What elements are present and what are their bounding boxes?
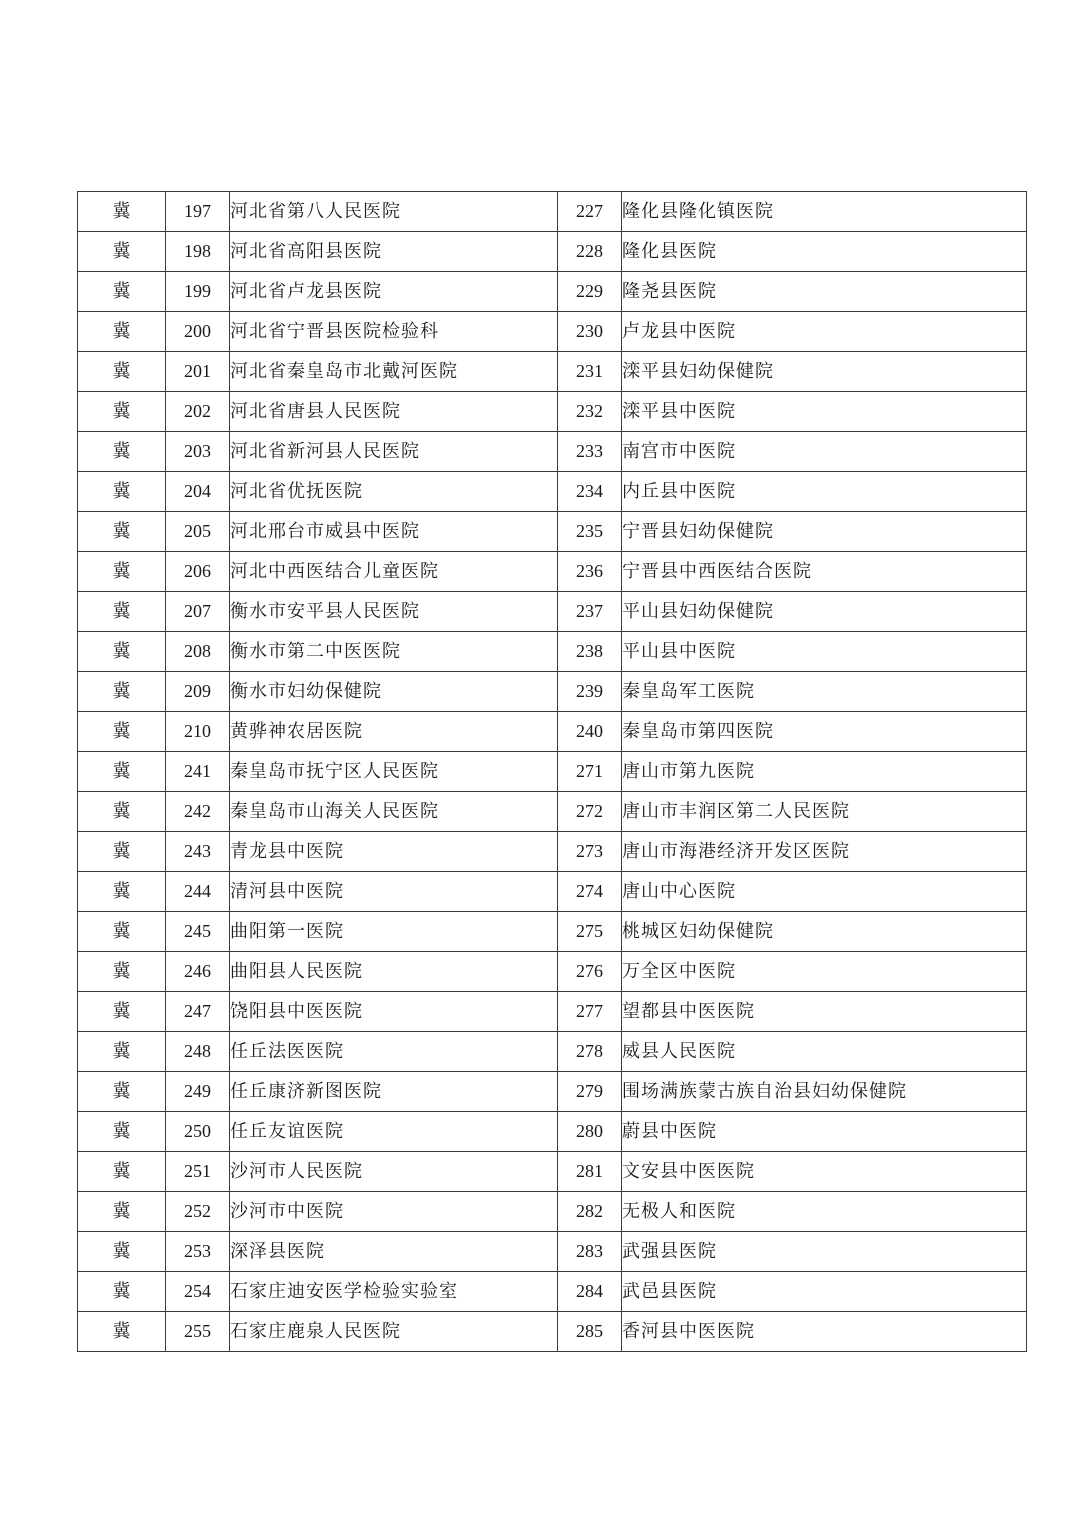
- right-number-cell: 277: [558, 992, 622, 1032]
- left-number-cell: 246: [166, 952, 230, 992]
- left-number-cell: 254: [166, 1272, 230, 1312]
- right-hospital-name-cell: 卢龙县中医院: [622, 312, 1027, 352]
- province-cell: 冀: [78, 752, 166, 792]
- right-number-cell: 279: [558, 1072, 622, 1112]
- province-cell: 冀: [78, 632, 166, 672]
- left-number-cell: 241: [166, 752, 230, 792]
- province-cell: 冀: [78, 792, 166, 832]
- right-number-cell: 232: [558, 392, 622, 432]
- left-hospital-name-cell: 青龙县中医院: [230, 832, 558, 872]
- right-hospital-name-cell: 宁晋县妇幼保健院: [622, 512, 1027, 552]
- province-cell: 冀: [78, 472, 166, 512]
- table-body: [78, 192, 1027, 1352]
- left-number-cell: 207: [166, 592, 230, 632]
- province-cell: 冀: [78, 1112, 166, 1152]
- table-row: [78, 832, 1027, 872]
- right-hospital-name-cell: 平山县中医院: [622, 632, 1027, 672]
- province-cell: 冀: [78, 952, 166, 992]
- left-number-cell: 244: [166, 872, 230, 912]
- province-cell: 冀: [78, 1152, 166, 1192]
- right-hospital-name-cell: 香河县中医医院: [622, 1312, 1027, 1352]
- table-row: [78, 312, 1027, 352]
- right-number-cell: 276: [558, 952, 622, 992]
- right-number-cell: 230: [558, 312, 622, 352]
- left-hospital-name-cell: 任丘法医医院: [230, 1032, 558, 1072]
- left-hospital-name-cell: 河北省唐县人民医院: [230, 392, 558, 432]
- table-row: [78, 1232, 1027, 1272]
- table-row: [78, 1112, 1027, 1152]
- province-cell: 冀: [78, 1232, 166, 1272]
- left-hospital-name-cell: 曲阳第一医院: [230, 912, 558, 952]
- left-hospital-name-cell: 河北省秦皇岛市北戴河医院: [230, 352, 558, 392]
- table-row: [78, 952, 1027, 992]
- right-hospital-name-cell: 唐山市丰润区第二人民医院: [622, 792, 1027, 832]
- province-cell: 冀: [78, 912, 166, 952]
- right-hospital-name-cell: 秦皇岛市第四医院: [622, 712, 1027, 752]
- right-number-cell: 237: [558, 592, 622, 632]
- left-number-cell: 209: [166, 672, 230, 712]
- left-hospital-name-cell: 河北省宁晋县医院检验科: [230, 312, 558, 352]
- right-hospital-name-cell: 平山县妇幼保健院: [622, 592, 1027, 632]
- province-cell: 冀: [78, 512, 166, 552]
- left-number-cell: 252: [166, 1192, 230, 1232]
- right-number-cell: 234: [558, 472, 622, 512]
- right-hospital-name-cell: 隆尧县医院: [622, 272, 1027, 312]
- left-number-cell: 243: [166, 832, 230, 872]
- hospital-list-table: [77, 191, 1027, 1352]
- right-number-cell: 282: [558, 1192, 622, 1232]
- right-number-cell: 275: [558, 912, 622, 952]
- right-hospital-name-cell: 唐山中心医院: [622, 872, 1027, 912]
- right-hospital-name-cell: 桃城区妇幼保健院: [622, 912, 1027, 952]
- left-hospital-name-cell: 秦皇岛市山海关人民医院: [230, 792, 558, 832]
- left-hospital-name-cell: 曲阳县人民医院: [230, 952, 558, 992]
- table-row: [78, 792, 1027, 832]
- right-hospital-name-cell: 威县人民医院: [622, 1032, 1027, 1072]
- left-number-cell: 204: [166, 472, 230, 512]
- table-row: [78, 432, 1027, 472]
- province-cell: 冀: [78, 352, 166, 392]
- right-number-cell: 233: [558, 432, 622, 472]
- province-cell: 冀: [78, 1072, 166, 1112]
- left-number-cell: 203: [166, 432, 230, 472]
- right-number-cell: 281: [558, 1152, 622, 1192]
- left-hospital-name-cell: 衡水市第二中医医院: [230, 632, 558, 672]
- right-number-cell: 280: [558, 1112, 622, 1152]
- left-number-cell: 210: [166, 712, 230, 752]
- province-cell: 冀: [78, 1032, 166, 1072]
- province-cell: 冀: [78, 232, 166, 272]
- left-hospital-name-cell: 任丘康济新图医院: [230, 1072, 558, 1112]
- right-number-cell: 272: [558, 792, 622, 832]
- left-hospital-name-cell: 深泽县医院: [230, 1232, 558, 1272]
- table-row: [78, 912, 1027, 952]
- province-cell: 冀: [78, 432, 166, 472]
- province-cell: 冀: [78, 192, 166, 232]
- left-hospital-name-cell: 河北省优抚医院: [230, 472, 558, 512]
- right-hospital-name-cell: 无极人和医院: [622, 1192, 1027, 1232]
- table-row: [78, 552, 1027, 592]
- right-hospital-name-cell: 围场满族蒙古族自治县妇幼保健院: [622, 1072, 1027, 1112]
- right-number-cell: 229: [558, 272, 622, 312]
- table-row: [78, 1192, 1027, 1232]
- right-number-cell: 231: [558, 352, 622, 392]
- table-row: [78, 872, 1027, 912]
- table-row: [78, 232, 1027, 272]
- left-number-cell: 255: [166, 1312, 230, 1352]
- left-hospital-name-cell: 沙河市人民医院: [230, 1152, 558, 1192]
- right-hospital-name-cell: 武强县医院: [622, 1232, 1027, 1272]
- table-row: [78, 632, 1027, 672]
- left-hospital-name-cell: 河北省第八人民医院: [230, 192, 558, 232]
- right-number-cell: 285: [558, 1312, 622, 1352]
- left-hospital-name-cell: 清河县中医院: [230, 872, 558, 912]
- province-cell: 冀: [78, 312, 166, 352]
- right-number-cell: 273: [558, 832, 622, 872]
- right-number-cell: 271: [558, 752, 622, 792]
- right-hospital-name-cell: 武邑县医院: [622, 1272, 1027, 1312]
- left-number-cell: 206: [166, 552, 230, 592]
- left-number-cell: 208: [166, 632, 230, 672]
- left-number-cell: 247: [166, 992, 230, 1032]
- left-number-cell: 205: [166, 512, 230, 552]
- right-number-cell: 228: [558, 232, 622, 272]
- province-cell: 冀: [78, 872, 166, 912]
- left-number-cell: 250: [166, 1112, 230, 1152]
- left-hospital-name-cell: 石家庄迪安医学检验实验室: [230, 1272, 558, 1312]
- right-hospital-name-cell: 秦皇岛军工医院: [622, 672, 1027, 712]
- table-row: [78, 392, 1027, 432]
- right-hospital-name-cell: 蔚县中医院: [622, 1112, 1027, 1152]
- left-number-cell: 197: [166, 192, 230, 232]
- table-row: [78, 272, 1027, 312]
- left-number-cell: 198: [166, 232, 230, 272]
- left-hospital-name-cell: 河北省高阳县医院: [230, 232, 558, 272]
- left-number-cell: 200: [166, 312, 230, 352]
- province-cell: 冀: [78, 712, 166, 752]
- right-hospital-name-cell: 宁晋县中西医结合医院: [622, 552, 1027, 592]
- left-hospital-name-cell: 黄骅神农居医院: [230, 712, 558, 752]
- province-cell: 冀: [78, 392, 166, 432]
- left-number-cell: 251: [166, 1152, 230, 1192]
- right-hospital-name-cell: 唐山市海港经济开发区医院: [622, 832, 1027, 872]
- table-row: [78, 752, 1027, 792]
- province-cell: 冀: [78, 1192, 166, 1232]
- table-row: [78, 1152, 1027, 1192]
- table-row: [78, 352, 1027, 392]
- right-number-cell: 240: [558, 712, 622, 752]
- right-hospital-name-cell: 滦平县中医院: [622, 392, 1027, 432]
- table-row: [78, 192, 1027, 232]
- right-hospital-name-cell: 文安县中医医院: [622, 1152, 1027, 1192]
- left-number-cell: 249: [166, 1072, 230, 1112]
- province-cell: 冀: [78, 592, 166, 632]
- province-cell: 冀: [78, 552, 166, 592]
- left-hospital-name-cell: 饶阳县中医医院: [230, 992, 558, 1032]
- right-number-cell: 278: [558, 1032, 622, 1072]
- left-number-cell: 242: [166, 792, 230, 832]
- left-hospital-name-cell: 河北邢台市威县中医院: [230, 512, 558, 552]
- right-number-cell: 235: [558, 512, 622, 552]
- right-number-cell: 236: [558, 552, 622, 592]
- right-number-cell: 239: [558, 672, 622, 712]
- left-hospital-name-cell: 河北省卢龙县医院: [230, 272, 558, 312]
- right-number-cell: 284: [558, 1272, 622, 1312]
- left-number-cell: 201: [166, 352, 230, 392]
- left-hospital-name-cell: 秦皇岛市抚宁区人民医院: [230, 752, 558, 792]
- left-number-cell: 245: [166, 912, 230, 952]
- province-cell: 冀: [78, 1272, 166, 1312]
- left-number-cell: 248: [166, 1032, 230, 1072]
- right-number-cell: 238: [558, 632, 622, 672]
- table-row: [78, 472, 1027, 512]
- left-number-cell: 202: [166, 392, 230, 432]
- left-hospital-name-cell: 衡水市妇幼保健院: [230, 672, 558, 712]
- left-hospital-name-cell: 河北省新河县人民医院: [230, 432, 558, 472]
- left-number-cell: 253: [166, 1232, 230, 1272]
- table-row: [78, 1032, 1027, 1072]
- left-hospital-name-cell: 石家庄鹿泉人民医院: [230, 1312, 558, 1352]
- right-hospital-name-cell: 唐山市第九医院: [622, 752, 1027, 792]
- right-hospital-name-cell: 南宫市中医院: [622, 432, 1027, 472]
- table-row: [78, 1312, 1027, 1352]
- right-hospital-name-cell: 隆化县隆化镇医院: [622, 192, 1027, 232]
- right-hospital-name-cell: 望都县中医医院: [622, 992, 1027, 1032]
- left-hospital-name-cell: 沙河市中医院: [230, 1192, 558, 1232]
- left-hospital-name-cell: 河北中西医结合儿童医院: [230, 552, 558, 592]
- province-cell: 冀: [78, 992, 166, 1032]
- right-hospital-name-cell: 万全区中医院: [622, 952, 1027, 992]
- right-hospital-name-cell: 内丘县中医院: [622, 472, 1027, 512]
- province-cell: 冀: [78, 1312, 166, 1352]
- table-row: [78, 672, 1027, 712]
- province-cell: 冀: [78, 832, 166, 872]
- left-hospital-name-cell: 衡水市安平县人民医院: [230, 592, 558, 632]
- table-row: [78, 1072, 1027, 1112]
- table-row: [78, 592, 1027, 632]
- province-cell: 冀: [78, 672, 166, 712]
- table-row: [78, 992, 1027, 1032]
- province-cell: 冀: [78, 272, 166, 312]
- right-number-cell: 283: [558, 1232, 622, 1272]
- left-hospital-name-cell: 任丘友谊医院: [230, 1112, 558, 1152]
- left-number-cell: 199: [166, 272, 230, 312]
- right-number-cell: 227: [558, 192, 622, 232]
- table-row: [78, 1272, 1027, 1312]
- right-number-cell: 274: [558, 872, 622, 912]
- right-hospital-name-cell: 隆化县医院: [622, 232, 1027, 272]
- right-hospital-name-cell: 滦平县妇幼保健院: [622, 352, 1027, 392]
- table-row: [78, 512, 1027, 552]
- table-row: [78, 712, 1027, 752]
